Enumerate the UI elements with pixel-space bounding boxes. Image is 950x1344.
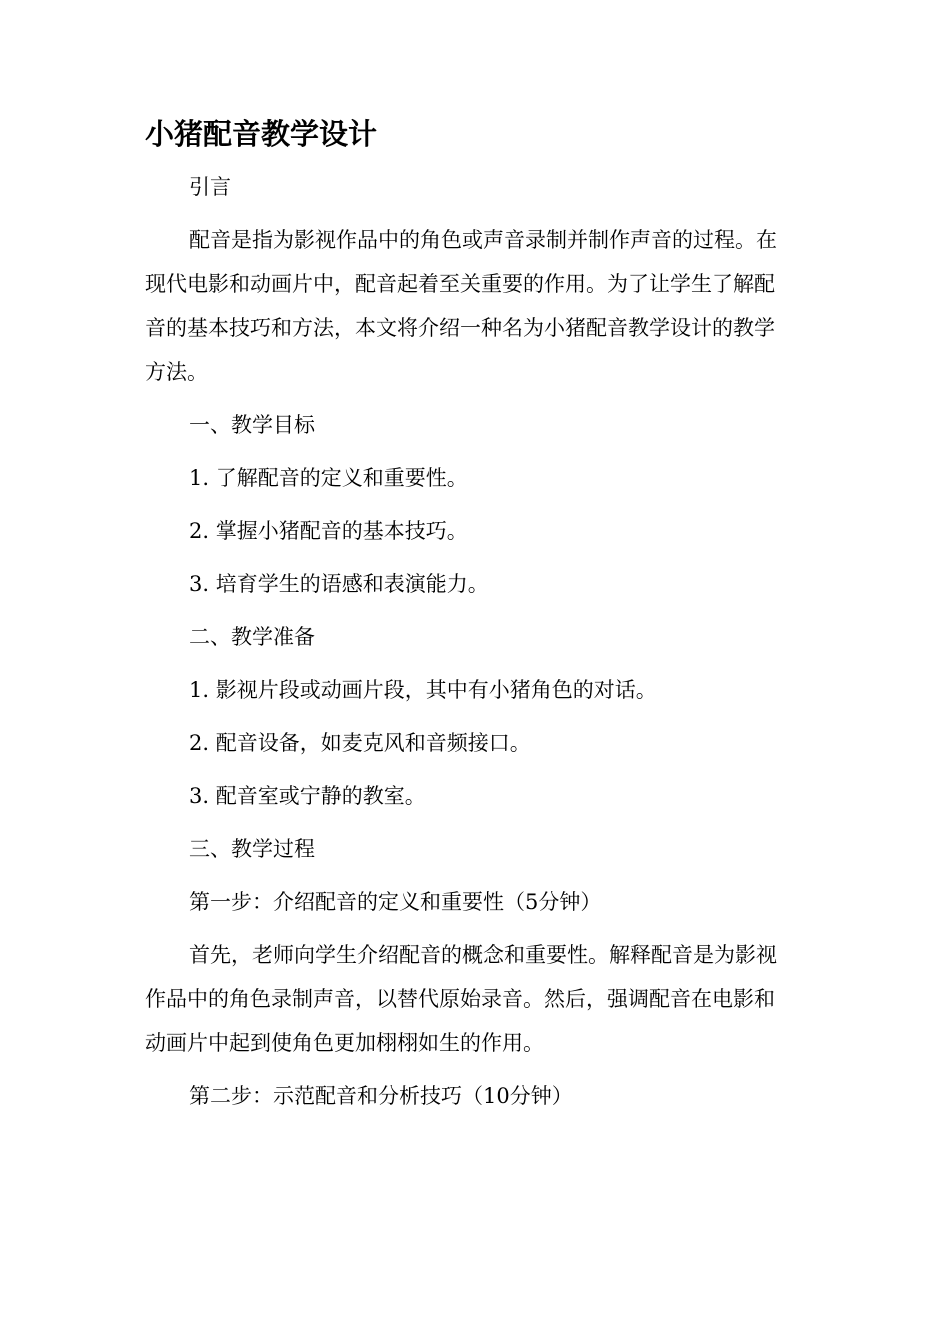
section-heading-goals: 一、教学目标: [189, 413, 315, 437]
intro-paragraph: 配音是指为影视作品中的角色或声音录制并制作声音的过程。在现代电影和动画片中，配音起着至关重要的作用。为了让学生了解配音的基本技巧和方法，本文将介绍一种名为小猪配音教学设计的教学方法。: [145, 228, 777, 384]
document-body: [145, 112, 795, 1118]
step-1-heading: 第一步：介绍配音的定义和重要性（5分钟）: [189, 890, 602, 914]
goal-item-1: 1. 了解配音的定义和重要性。: [189, 466, 468, 490]
goal-item-3: 3. 培育学生的语感和表演能力。: [189, 572, 489, 596]
document-title: 小猪配音教学设计: [145, 117, 378, 151]
step-2-heading: 第二步：示范配音和分析技巧（10分钟）: [189, 1084, 573, 1108]
goal-item-2: 2. 掌握小猪配音的基本技巧。: [189, 519, 468, 543]
step-1-paragraph: 首先，老师向学生介绍配音的概念和重要性。解释配音是为影视作品中的角色录制声音，以替代原始录音。然后，强调配音在电影和动画片中起到使角色更加栩栩如生的作用。: [145, 943, 777, 1055]
intro-heading: 引言: [189, 175, 231, 199]
prep-item-2: 2. 配音设备，如麦克风和音频接口。: [189, 731, 531, 755]
prep-item-3: 3. 配音室或宁静的教室。: [189, 784, 426, 808]
prep-item-1: 1. 影视片段或动画片段，其中有小猪角色的对话。: [189, 678, 657, 702]
section-heading-process: 三、教学过程: [189, 837, 315, 861]
section-heading-preparation: 二、教学准备: [189, 625, 315, 649]
